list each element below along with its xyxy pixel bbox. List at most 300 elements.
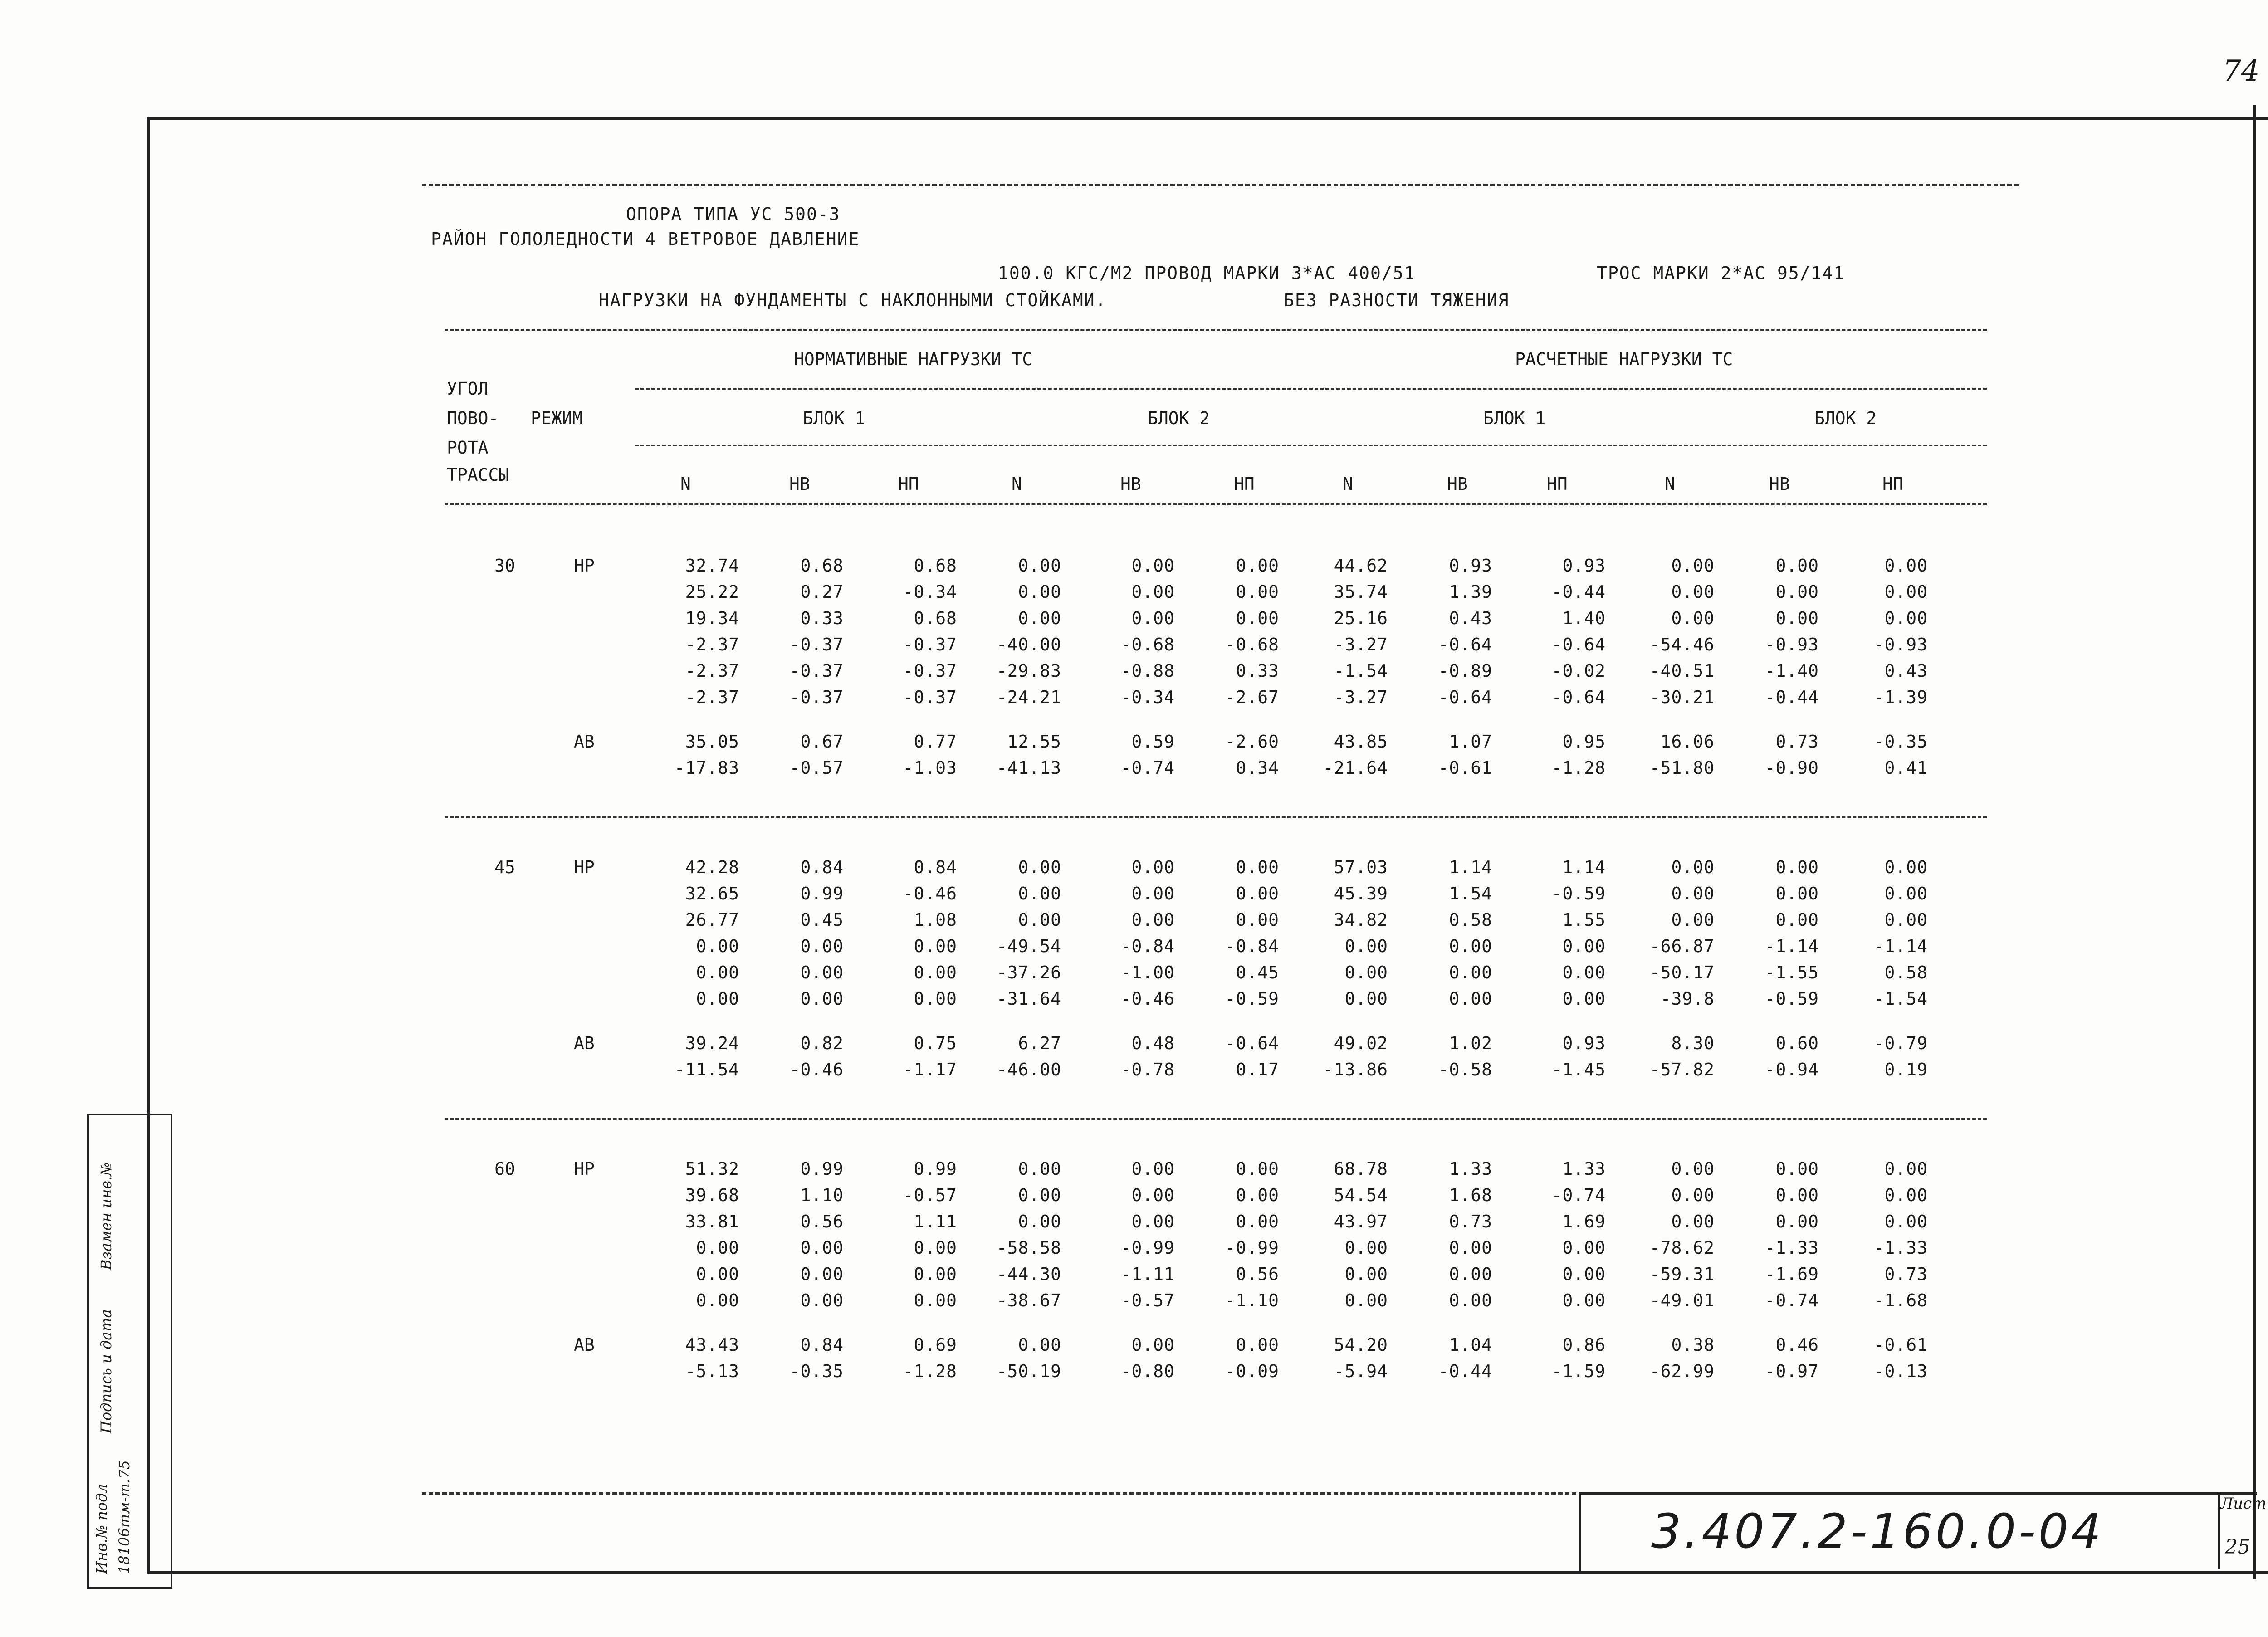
- table-cell: 25.16: [1334, 608, 1388, 628]
- table-cell: 0.00: [1884, 1212, 1928, 1231]
- table-cell: -21.64: [1323, 758, 1388, 778]
- table-cell: -51.80: [1649, 758, 1715, 778]
- table-cell: -0.44: [1438, 1361, 1492, 1381]
- table-cell: -0.35: [789, 1361, 844, 1381]
- table-cell: 1.39: [1449, 582, 1492, 602]
- table-cell: 0.00: [1775, 857, 1819, 877]
- table-cell: 0.43: [1449, 608, 1492, 628]
- table-cell: -5.13: [685, 1361, 739, 1381]
- table-cell: 0.00: [1449, 1238, 1492, 1258]
- table-cell: 0.00: [1775, 608, 1819, 628]
- table-cell: 1.68: [1449, 1185, 1492, 1205]
- table-cell: 0.68: [914, 556, 957, 576]
- table-cell: 0.00: [1344, 1264, 1388, 1284]
- table-cell: 0.00: [1236, 1185, 1279, 1205]
- table-cell: -0.46: [903, 884, 957, 904]
- table-cell: 0.00: [914, 963, 957, 982]
- table-cell: -0.59: [1225, 989, 1279, 1009]
- table-cell: -1.55: [1765, 963, 1819, 982]
- table-cell: 0.86: [1562, 1335, 1606, 1355]
- table-cell: -13.86: [1323, 1060, 1388, 1080]
- table-cell: 44.62: [1334, 556, 1388, 576]
- table-cell: 0.73: [1449, 1212, 1492, 1231]
- block1-norm-label: БЛОК 1: [803, 408, 865, 428]
- table-cell: 54.20: [1334, 1335, 1388, 1355]
- table-cell: -1.69: [1765, 1264, 1819, 1284]
- table-cell: 0.45: [800, 910, 844, 930]
- table-cell: 1.14: [1449, 857, 1492, 877]
- table-cell: -0.37: [903, 661, 957, 681]
- table-cell: 0.41: [1884, 758, 1928, 778]
- table-cell: 0.00: [1236, 884, 1279, 904]
- table-cell: 1.11: [914, 1212, 957, 1231]
- table-cell: 0.00: [800, 936, 844, 956]
- table-cell: 33.81: [685, 1212, 739, 1231]
- table-cell: 54.54: [1334, 1185, 1388, 1205]
- table-cell: -0.09: [1225, 1361, 1279, 1381]
- table-cell: 1.14: [1562, 857, 1606, 877]
- table-cell: 0.00: [1671, 857, 1715, 877]
- table-cell: 0.00: [1671, 556, 1715, 576]
- inv-value: 18106тм-т.75: [116, 1460, 133, 1574]
- table-cell: 0.33: [1236, 661, 1279, 681]
- table-cell: -0.93: [1765, 635, 1819, 655]
- table-cell: 0.75: [914, 1033, 957, 1053]
- table-cell: -44.30: [996, 1264, 1061, 1284]
- table-cell: 0.00: [1884, 1185, 1928, 1205]
- table-cell: 0.00: [1562, 1264, 1606, 1284]
- table-cell: -0.58: [1438, 1060, 1492, 1080]
- table-cell: 0.00: [696, 1290, 739, 1310]
- table-cell: 0.00: [1671, 582, 1715, 602]
- table-cell: -0.68: [1120, 635, 1175, 655]
- table-cell: -1.33: [1765, 1238, 1819, 1258]
- table-cell: 0.00: [1344, 963, 1388, 982]
- table-cell: -0.37: [789, 661, 844, 681]
- table-cell: -1.40: [1765, 661, 1819, 681]
- table-cell: 0.59: [1131, 732, 1175, 752]
- table-cell: 0.00: [1018, 884, 1061, 904]
- table-cell: -0.61: [1438, 758, 1492, 778]
- table-cell: -0.34: [903, 582, 957, 602]
- angle-col-label-2: ПОВО-: [447, 408, 499, 428]
- table-cell: 0.00: [1344, 1290, 1388, 1310]
- page-number: 74: [2223, 54, 2260, 88]
- table-cell: 0.60: [1775, 1033, 1819, 1053]
- table-cell: 0.00: [914, 1238, 957, 1258]
- table-cell: -0.93: [1873, 635, 1928, 655]
- header-rule-3: [635, 445, 1987, 446]
- table-cell: 32.65: [685, 884, 739, 904]
- table-cell: -1.54: [1873, 989, 1928, 1009]
- sheet-label: Лист: [2220, 1495, 2267, 1513]
- table-cell: 0.68: [800, 556, 844, 576]
- table-cell: 34.82: [1334, 910, 1388, 930]
- table-cell: 0.00: [1236, 608, 1279, 628]
- subheader-2: НП: [898, 474, 919, 494]
- table-cell: 0.00: [696, 989, 739, 1009]
- table-cell: 0.00: [1018, 608, 1061, 628]
- table-cell: 0.00: [1671, 1185, 1715, 1205]
- table-cell: -40.00: [996, 635, 1061, 655]
- table-cell: -11.54: [674, 1060, 739, 1080]
- table-cell: 1.10: [800, 1185, 844, 1205]
- table-cell: -2.37: [685, 635, 739, 655]
- table-cell: 68.78: [1334, 1159, 1388, 1179]
- table-cell: -0.90: [1765, 758, 1819, 778]
- table-cell: 0.17: [1236, 1060, 1279, 1080]
- table-cell: 0.00: [1449, 963, 1492, 982]
- table-cell: 0.00: [1884, 1159, 1928, 1179]
- table-cell: -29.83: [996, 661, 1061, 681]
- table-cell: -40.51: [1649, 661, 1715, 681]
- table-cell: 0.00: [914, 1264, 957, 1284]
- table-cell: -54.46: [1649, 635, 1715, 655]
- table-cell: -1.14: [1873, 936, 1928, 956]
- header-wire: 100.0 КГС/М2 ПРОВОД МАРКИ 3*АС 400/51: [998, 263, 1416, 283]
- table-cell: -0.78: [1120, 1060, 1175, 1080]
- table-cell: -0.64: [1551, 687, 1606, 707]
- table-cell: 8.30: [1671, 1033, 1715, 1053]
- table-cell: -0.64: [1438, 635, 1492, 655]
- table-cell: 0.82: [800, 1033, 844, 1053]
- table-cell: -0.99: [1120, 1238, 1175, 1258]
- table-cell: 0.00: [1562, 1238, 1606, 1258]
- subheader-8: НП: [1547, 474, 1568, 494]
- header-rule-2: [635, 388, 1987, 390]
- table-cell: -0.35: [1873, 732, 1928, 752]
- inv-label: Инв.№ подл: [93, 1484, 110, 1574]
- table-cell: -0.99: [1225, 1238, 1279, 1258]
- table-cell: 0.58: [1884, 963, 1928, 982]
- table-cell: 0.95: [1562, 732, 1606, 752]
- table-cell: -2.67: [1225, 687, 1279, 707]
- table-cell: 0.00: [1449, 989, 1492, 1009]
- table-cell: -62.99: [1649, 1361, 1715, 1381]
- table-cell: 0.00: [800, 1264, 844, 1284]
- table-cell: 0.00: [1131, 582, 1175, 602]
- table-cell: 12.55: [1007, 732, 1061, 752]
- table-cell: -24.21: [996, 687, 1061, 707]
- table-cell: 0.00: [1131, 884, 1175, 904]
- table-cell: -1.14: [1765, 936, 1819, 956]
- table-cell: 35.74: [1334, 582, 1388, 602]
- table-cell: -1.54: [1334, 661, 1388, 681]
- table-cell: 0.00: [1018, 857, 1061, 877]
- table-cell: 0.00: [1018, 1212, 1061, 1231]
- angle-col-label-4: ТРАССЫ: [447, 465, 509, 485]
- table-cell: 0.00: [696, 1264, 739, 1284]
- table-cell: 0.38: [1671, 1335, 1715, 1355]
- table-cell: 25.22: [685, 582, 739, 602]
- table-cell: 0.00: [696, 936, 739, 956]
- table-cell: 0.73: [1884, 1264, 1928, 1284]
- subheader-11: НП: [1882, 474, 1903, 494]
- table-cell: -0.57: [789, 758, 844, 778]
- table-cell: 0.00: [1562, 989, 1606, 1009]
- sheet-number: 25: [2225, 1535, 2250, 1559]
- table-cell: 0.00: [1671, 884, 1715, 904]
- table-cell: -1.39: [1873, 687, 1928, 707]
- table-cell: 42.28: [685, 857, 739, 877]
- table-cell: 0.00: [1131, 608, 1175, 628]
- table-cell: -38.67: [996, 1290, 1061, 1310]
- table-cell: 1.33: [1562, 1159, 1606, 1179]
- table-cell: 1.40: [1562, 608, 1606, 628]
- table-cell: -0.74: [1120, 758, 1175, 778]
- table-cell: -0.74: [1551, 1185, 1606, 1205]
- block2-norm-label: БЛОК 2: [1148, 408, 1210, 428]
- table-cell: 0.00: [914, 989, 957, 1009]
- table-cell: 43.43: [685, 1335, 739, 1355]
- table-cell: 1.02: [1449, 1033, 1492, 1053]
- table-cell: -1.11: [1120, 1264, 1175, 1284]
- table-cell: 0.00: [1236, 582, 1279, 602]
- table-cell: 0.00: [696, 1238, 739, 1258]
- table-cell: 32.74: [685, 556, 739, 576]
- table-cell: 0.00: [1884, 608, 1928, 628]
- table-cell: -66.87: [1649, 936, 1715, 956]
- mode-value: НР: [574, 1159, 595, 1179]
- table-cell: -0.79: [1873, 1033, 1928, 1053]
- table-cell: 0.00: [1131, 1185, 1175, 1205]
- replace-label: Взамен инв.№: [98, 1162, 115, 1270]
- table-cell: 0.46: [1775, 1335, 1819, 1355]
- block1-calc-label: БЛОК 1: [1483, 408, 1546, 428]
- table-cell: -0.88: [1120, 661, 1175, 681]
- table-cell: -0.57: [1120, 1290, 1175, 1310]
- table-cell: 1.04: [1449, 1335, 1492, 1355]
- table-cell: 0.77: [914, 732, 957, 752]
- table-cell: -2.37: [685, 661, 739, 681]
- table-cell: -3.27: [1334, 635, 1388, 655]
- angle-value: 60: [494, 1159, 515, 1179]
- table-cell: -0.68: [1225, 635, 1279, 655]
- drawing-code: 3.407.2-160.0-04: [1651, 1504, 2104, 1559]
- table-cell: -49.54: [996, 936, 1061, 956]
- table-cell: 0.00: [1131, 1212, 1175, 1231]
- table-cell: -1.68: [1873, 1290, 1928, 1310]
- table-cell: -1.28: [903, 1361, 957, 1381]
- table-cell: -0.46: [1120, 989, 1175, 1009]
- group-separator: [445, 816, 1987, 818]
- table-cell: 0.99: [800, 1159, 844, 1179]
- table-cell: 0.67: [800, 732, 844, 752]
- header-cable: ТРОС МАРКИ 2*АС 95/141: [1597, 263, 1845, 283]
- table-cell: 0.00: [1018, 1335, 1061, 1355]
- table-cell: -1.33: [1873, 1238, 1928, 1258]
- table-cell: 0.00: [1884, 582, 1928, 602]
- table-cell: 0.00: [1671, 1159, 1715, 1179]
- table-cell: 0.00: [1884, 884, 1928, 904]
- table-cell: 1.69: [1562, 1212, 1606, 1231]
- table-cell: 0.56: [1236, 1264, 1279, 1284]
- table-cell: 0.56: [800, 1212, 844, 1231]
- table-cell: -5.94: [1334, 1361, 1388, 1381]
- table-cell: 0.00: [1562, 963, 1606, 982]
- header-loads-title: НАГРУЗКИ НА ФУНДАМЕНТЫ С НАКЛОННЫМИ СТОЙКАМИ.: [599, 290, 1107, 310]
- table-cell: 0.00: [1236, 857, 1279, 877]
- table-cell: 0.00: [1884, 910, 1928, 930]
- table-cell: 1.55: [1562, 910, 1606, 930]
- angle-col-label-1: УГОЛ: [447, 379, 489, 399]
- table-cell: 0.00: [1131, 1335, 1175, 1355]
- table-cell: 0.00: [1775, 1159, 1819, 1179]
- angle-value: 45: [494, 857, 515, 877]
- table-cell: -0.64: [1438, 687, 1492, 707]
- table-cell: 0.00: [914, 1290, 957, 1310]
- table-cell: 0.00: [914, 936, 957, 956]
- table-cell: -0.61: [1873, 1335, 1928, 1355]
- table-cell: 19.34: [685, 608, 739, 628]
- table-cell: 0.84: [800, 1335, 844, 1355]
- subheader-10: НВ: [1769, 474, 1790, 494]
- subheader-1: НВ: [789, 474, 810, 494]
- table-cell: 0.00: [1236, 1212, 1279, 1231]
- mode-value: АВ: [574, 1033, 595, 1053]
- table-cell: -0.94: [1765, 1060, 1819, 1080]
- table-cell: -2.37: [685, 687, 739, 707]
- subheader-0: N: [680, 474, 691, 494]
- group-calc-label: РАСЧЕТНЫЕ НАГРУЗКИ ТС: [1515, 349, 1733, 369]
- table-cell: -17.83: [674, 758, 739, 778]
- subheader-7: НВ: [1447, 474, 1468, 494]
- table-cell: 16.06: [1660, 732, 1715, 752]
- table-cell: 0.00: [1131, 1159, 1175, 1179]
- table-cell: 43.85: [1334, 732, 1388, 752]
- table-cell: 0.00: [800, 989, 844, 1009]
- table-cell: 1.33: [1449, 1159, 1492, 1179]
- table-cell: -1.17: [903, 1060, 957, 1080]
- table-cell: 0.19: [1884, 1060, 1928, 1080]
- table-cell: 0.73: [1775, 732, 1819, 752]
- table-cell: -78.62: [1649, 1238, 1715, 1258]
- table-cell: -1.28: [1551, 758, 1606, 778]
- table-cell: 0.00: [1236, 1335, 1279, 1355]
- table-cell: 45.39: [1334, 884, 1388, 904]
- table-cell: -0.44: [1765, 687, 1819, 707]
- table-cell: 0.00: [1775, 884, 1819, 904]
- header-support-type: ОПОРА ТИПА УС 500-3: [626, 204, 841, 224]
- table-cell: 0.58: [1449, 910, 1492, 930]
- table-cell: 39.68: [685, 1185, 739, 1205]
- table-cell: 0.00: [1671, 910, 1715, 930]
- table-cell: 0.84: [914, 857, 957, 877]
- table-top-rule: [445, 329, 1987, 331]
- table-cell: -2.60: [1225, 732, 1279, 752]
- table-cell: 1.08: [914, 910, 957, 930]
- table-cell: 0.00: [1671, 1212, 1715, 1231]
- table-cell: -46.00: [996, 1060, 1061, 1080]
- table-cell: 0.43: [1884, 661, 1928, 681]
- table-cell: 0.00: [1018, 582, 1061, 602]
- table-cell: -0.59: [1765, 989, 1819, 1009]
- subheader-5: НП: [1234, 474, 1255, 494]
- table-cell: 0.00: [1775, 1212, 1819, 1231]
- table-cell: 1.54: [1449, 884, 1492, 904]
- table-cell: -0.57: [903, 1185, 957, 1205]
- table-cell: 0.00: [1344, 989, 1388, 1009]
- table-cell: 0.33: [800, 608, 844, 628]
- table-cell: 51.32: [685, 1159, 739, 1179]
- angle-value: 30: [494, 556, 515, 576]
- table-cell: -0.64: [1551, 635, 1606, 655]
- table-cell: 0.27: [800, 582, 844, 602]
- table-cell: -0.13: [1873, 1361, 1928, 1381]
- table-cell: -0.37: [789, 635, 844, 655]
- table-cell: 0.00: [1018, 1185, 1061, 1205]
- table-cell: 0.00: [1775, 910, 1819, 930]
- table-cell: 43.97: [1334, 1212, 1388, 1231]
- subheader-6: N: [1343, 474, 1353, 494]
- table-cell: 0.00: [1236, 556, 1279, 576]
- header-ice-region: РАЙОН ГОЛОЛЕДНОСТИ 4 ВЕТРОВОЕ ДАВЛЕНИЕ: [431, 229, 860, 249]
- table-cell: 0.00: [800, 963, 844, 982]
- table-cell: 0.99: [914, 1159, 957, 1179]
- table-cell: 0.00: [1449, 936, 1492, 956]
- table-cell: 0.00: [1775, 1185, 1819, 1205]
- table-cell: 0.00: [1449, 1290, 1492, 1310]
- table-cell: -30.21: [1649, 687, 1715, 707]
- table-cell: -1.00: [1120, 963, 1175, 982]
- table-cell: 39.24: [685, 1033, 739, 1053]
- table-cell: -59.31: [1649, 1264, 1715, 1284]
- table-cell: -50.17: [1649, 963, 1715, 982]
- table-cell: -0.84: [1225, 936, 1279, 956]
- table-cell: 26.77: [685, 910, 739, 930]
- table-cell: -0.89: [1438, 661, 1492, 681]
- mode-col-label: РЕЖИМ: [531, 408, 583, 428]
- table-cell: 6.27: [1018, 1033, 1061, 1053]
- table-cell: 49.02: [1334, 1033, 1388, 1053]
- table-cell: -0.37: [789, 687, 844, 707]
- table-cell: 0.93: [1562, 556, 1606, 576]
- table-cell: -0.44: [1551, 582, 1606, 602]
- table-cell: -0.46: [789, 1060, 844, 1080]
- table-cell: 0.45: [1236, 963, 1279, 982]
- table-cell: 0.00: [1018, 556, 1061, 576]
- table-cell: 0.00: [1344, 1238, 1388, 1258]
- table-cell: -49.01: [1649, 1290, 1715, 1310]
- block2-calc-label: БЛОК 2: [1814, 408, 1877, 428]
- table-cell: -0.37: [903, 635, 957, 655]
- table-cell: 0.00: [1131, 910, 1175, 930]
- table-cell: 0.34: [1236, 758, 1279, 778]
- table-cell: -0.02: [1551, 661, 1606, 681]
- table-cell: 0.68: [914, 608, 957, 628]
- mode-value: НР: [574, 556, 595, 576]
- subheader-9: N: [1665, 474, 1675, 494]
- table-cell: -1.45: [1551, 1060, 1606, 1080]
- table-cell: 0.00: [1236, 1159, 1279, 1179]
- table-cell: 0.00: [1131, 556, 1175, 576]
- table-cell: 0.84: [800, 857, 844, 877]
- table-cell: -1.10: [1225, 1290, 1279, 1310]
- mode-value: НР: [574, 857, 595, 877]
- table-cell: 0.00: [1562, 936, 1606, 956]
- table-cell: -3.27: [1334, 687, 1388, 707]
- table-cell: 0.00: [1018, 1159, 1061, 1179]
- table-cell: 0.99: [800, 884, 844, 904]
- table-cell: 0.00: [1884, 857, 1928, 877]
- table-cell: -0.34: [1120, 687, 1175, 707]
- table-cell: 0.00: [1018, 910, 1061, 930]
- table-cell: -31.64: [996, 989, 1061, 1009]
- table-cell: 0.00: [800, 1238, 844, 1258]
- subheader-4: НВ: [1120, 474, 1141, 494]
- angle-col-label-3: РОТА: [447, 438, 489, 458]
- table-cell: 0.00: [800, 1290, 844, 1310]
